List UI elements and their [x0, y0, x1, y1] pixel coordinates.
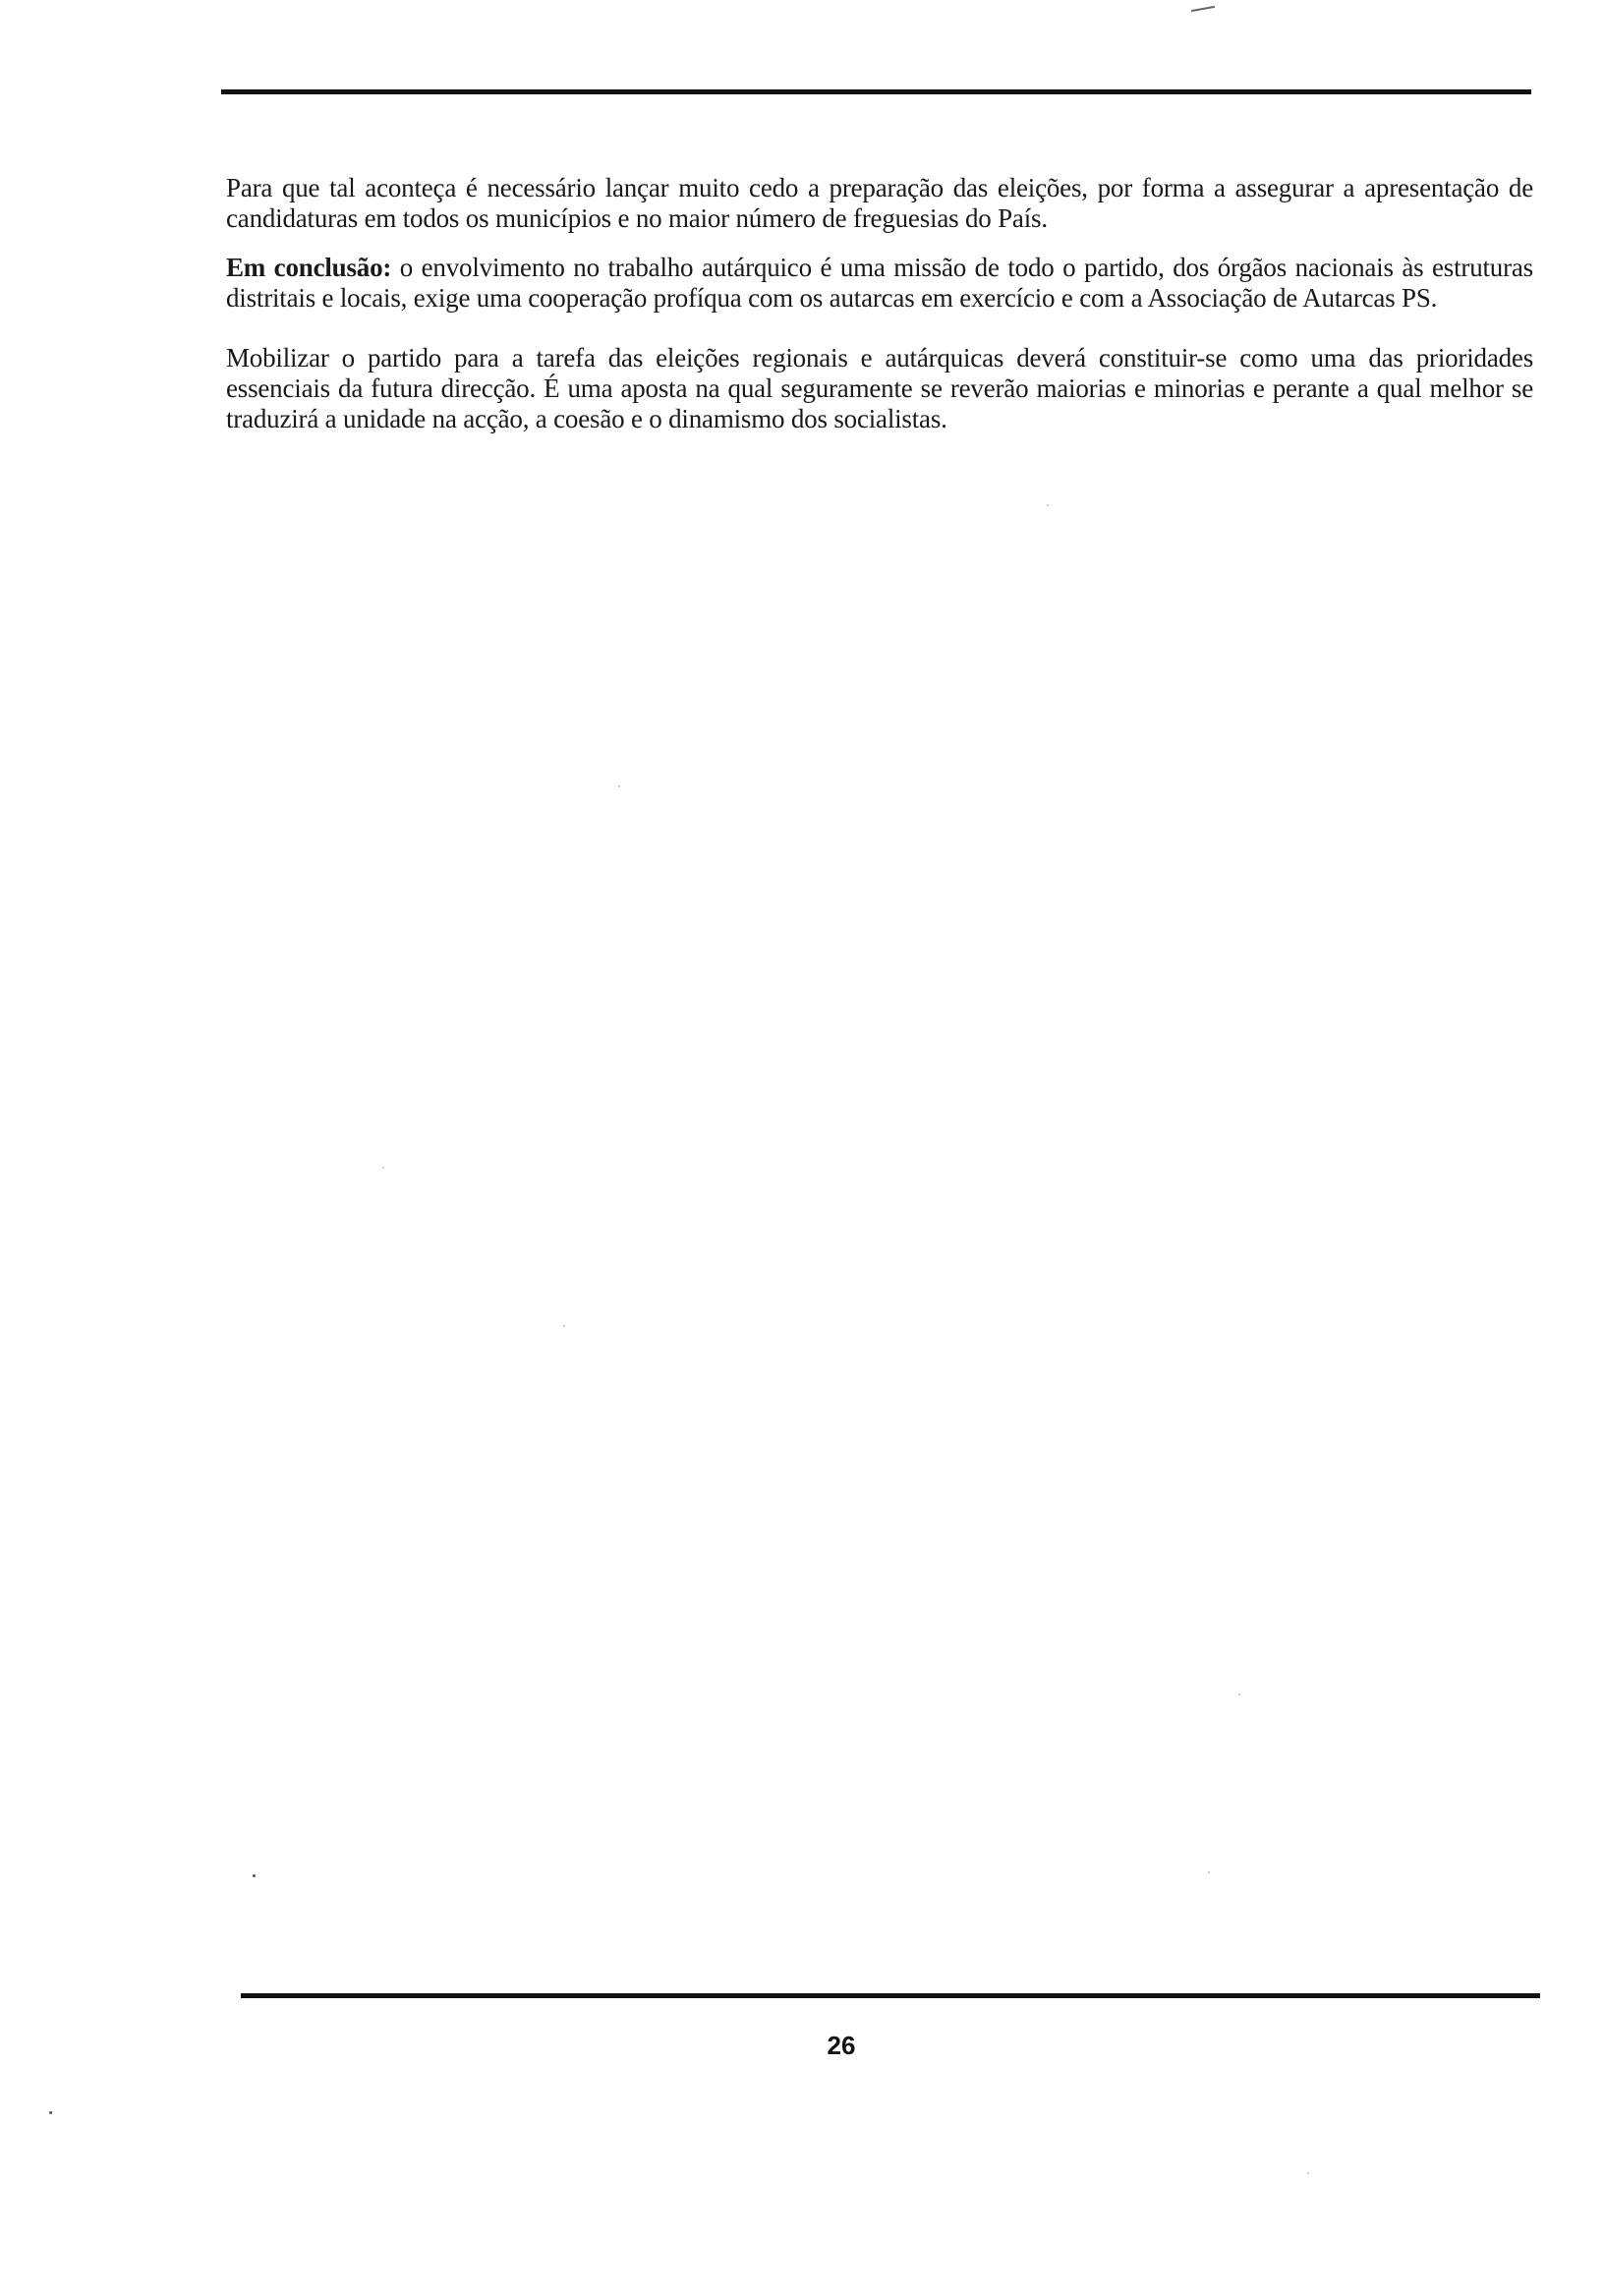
scan-mark: [1191, 6, 1215, 12]
scan-speck: [618, 785, 620, 787]
page-number: 26: [827, 2031, 856, 2060]
scan-speck: [563, 1325, 565, 1327]
paragraph-3: [226, 343, 1533, 434]
scan-speck: [1238, 1693, 1240, 1695]
scan-speck: [382, 1167, 384, 1169]
paragraph-1-text: Para que tal aconteça é necessário lançar muito cedo a preparação das eleições, por forma a assegurar a apresentação de candidaturas em todos os municípios e no maior número de freguesias do País.: [226, 173, 1533, 233]
paragraph-2-lead: Em conclusão:: [226, 253, 392, 282]
scan-speck: [1208, 1871, 1210, 1873]
body-text: [226, 173, 1533, 453]
scan-speck: [49, 2111, 52, 2114]
bottom-rule: [241, 1993, 1540, 1998]
scan-speck: [1047, 504, 1049, 506]
paragraph-1: [226, 173, 1533, 234]
paragraph-2: [226, 253, 1533, 314]
paragraph-3-text: Mobilizar o partido para a tarefa das eleições regionais e autárquicas deverá constituir-se como uma das prioridades essenciais da futura direcção. É uma aposta na qual seguramente se reverão maiorias e minorias e perante a qual melhor se traduzirá a unidade na acção, a coesão e o dinamismo dos socialistas.: [226, 343, 1533, 433]
paragraph-2-text: o envolvimento no trabalho autárquico é uma missão de todo o partido, dos órgãos nacionais às estruturas distritais e locais, exige uma cooperação profíqua com os autarcas em exercício e com a Associação de Autarcas PS.: [226, 253, 1533, 313]
top-rule: [221, 89, 1531, 94]
scan-speck: [253, 1874, 256, 1877]
scan-speck: [1307, 2172, 1309, 2174]
